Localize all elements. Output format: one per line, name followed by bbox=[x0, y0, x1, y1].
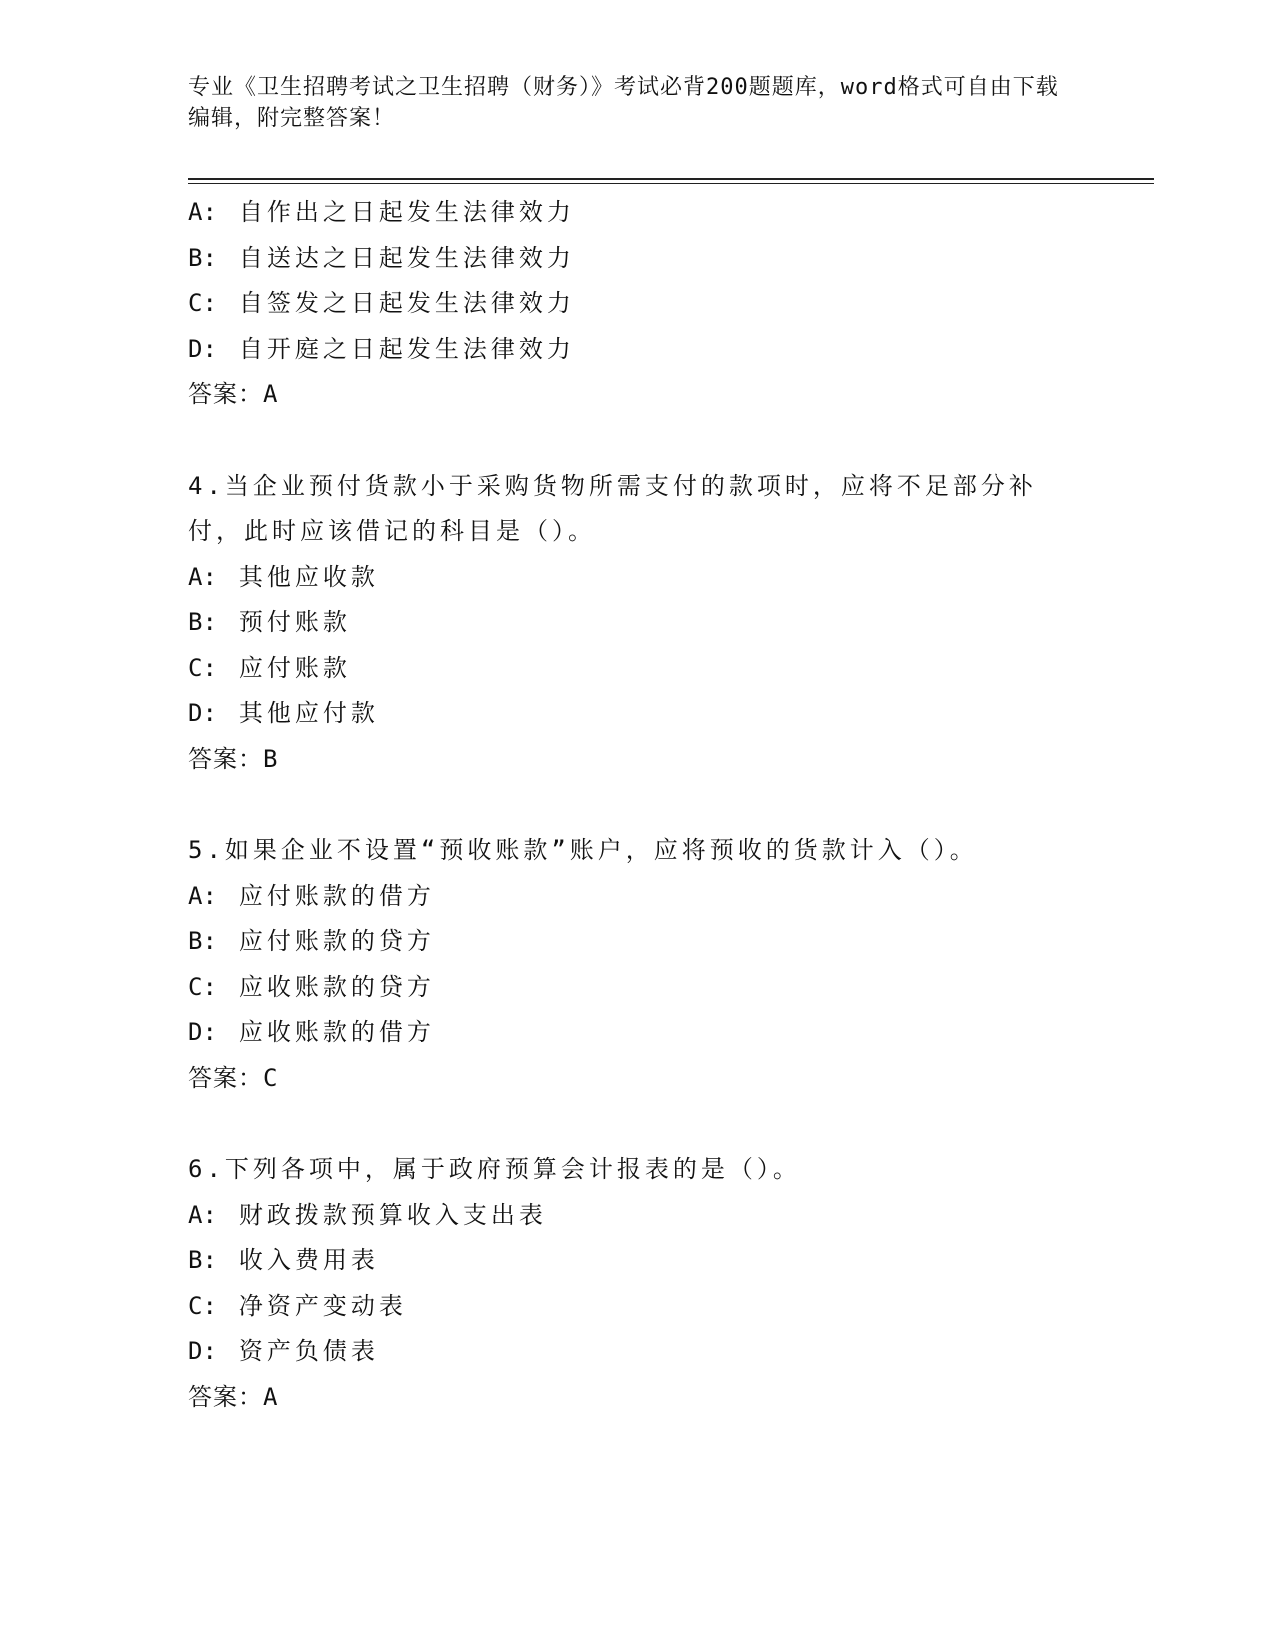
option-text: 应收账款的贷方 bbox=[238, 972, 435, 1001]
option-text: 预付账款 bbox=[238, 608, 351, 636]
option-label: C: bbox=[188, 1291, 217, 1320]
option-a bbox=[188, 555, 1068, 601]
option-label: D: bbox=[188, 1018, 217, 1046]
option-c bbox=[188, 281, 1068, 327]
answer-line: 答案：A bbox=[188, 1382, 279, 1411]
option-d bbox=[188, 1329, 1068, 1375]
option-label: D: bbox=[188, 1337, 217, 1365]
option-label: C: bbox=[188, 289, 217, 317]
option-label: C: bbox=[188, 653, 217, 682]
option-text: 应付账款的借方 bbox=[238, 881, 435, 910]
document-header: 专业《卫生招聘考试之卫生招聘（财务）》考试必背200题题库，word格式可自由下载编辑，附完整答案！ bbox=[188, 75, 1059, 131]
option-label: D: bbox=[188, 699, 217, 727]
option-label: B: bbox=[188, 1246, 217, 1274]
option-text: 净资产变动表 bbox=[238, 1291, 407, 1320]
option-d bbox=[188, 691, 1068, 737]
answer-line: 答案：A bbox=[188, 380, 279, 408]
option-c bbox=[188, 965, 1068, 1011]
option-text: 其他应收款 bbox=[238, 562, 379, 591]
option-label: C: bbox=[188, 972, 217, 1001]
option-b bbox=[188, 600, 1068, 646]
header-divider-thick bbox=[188, 178, 1154, 180]
option-d bbox=[188, 327, 1068, 373]
answer-line: 答案：C bbox=[188, 1063, 279, 1092]
header-divider-thin bbox=[188, 183, 1154, 184]
option-a bbox=[188, 874, 1068, 920]
question-stem: 6.下列各项中，属于政府预算会计报表的是（）。 bbox=[188, 1155, 801, 1183]
question-list bbox=[188, 190, 1068, 1420]
question-5 bbox=[188, 828, 1068, 1101]
option-text: 应付账款 bbox=[238, 653, 351, 682]
option-text: 自送达之日起发生法律效力 bbox=[238, 243, 575, 272]
option-label: B: bbox=[188, 927, 217, 955]
option-a bbox=[188, 190, 1068, 236]
option-label: B: bbox=[188, 608, 217, 636]
option-label: D: bbox=[188, 334, 217, 363]
question-stem: 5.如果企业不设置“预收账款”账户，应将预收的货款计入（）。 bbox=[188, 836, 978, 864]
option-text: 应付账款的贷方 bbox=[238, 927, 435, 955]
option-c bbox=[188, 646, 1068, 692]
option-label: A: bbox=[188, 881, 217, 910]
option-label: A: bbox=[188, 1200, 217, 1229]
question-stem: 4.当企业预付货款小于采购货物所需支付的款项时，应将不足部分补付，此时应该借记的科目是（）。 bbox=[188, 471, 1037, 545]
option-c bbox=[188, 1284, 1068, 1330]
option-text: 自开庭之日起发生法律效力 bbox=[238, 334, 575, 363]
option-text: 资产负债表 bbox=[238, 1337, 379, 1365]
option-text: 自签发之日起发生法律效力 bbox=[238, 289, 575, 317]
option-label: B: bbox=[188, 243, 217, 272]
option-text: 自作出之日起发生法律效力 bbox=[238, 198, 575, 226]
question-4 bbox=[188, 464, 1068, 783]
option-b bbox=[188, 236, 1068, 282]
option-b bbox=[188, 919, 1068, 965]
option-a bbox=[188, 1193, 1068, 1239]
question-6 bbox=[188, 1147, 1068, 1420]
option-b bbox=[188, 1238, 1068, 1284]
option-label: A: bbox=[188, 562, 217, 591]
option-text: 应收账款的借方 bbox=[238, 1018, 435, 1046]
option-text: 财政拨款预算收入支出表 bbox=[238, 1200, 547, 1229]
answer-line: 答案：B bbox=[188, 744, 279, 773]
option-label: A: bbox=[188, 198, 217, 226]
question-3 bbox=[188, 190, 1068, 418]
option-text: 收入费用表 bbox=[238, 1246, 379, 1274]
option-text: 其他应付款 bbox=[238, 699, 379, 727]
option-d bbox=[188, 1010, 1068, 1056]
